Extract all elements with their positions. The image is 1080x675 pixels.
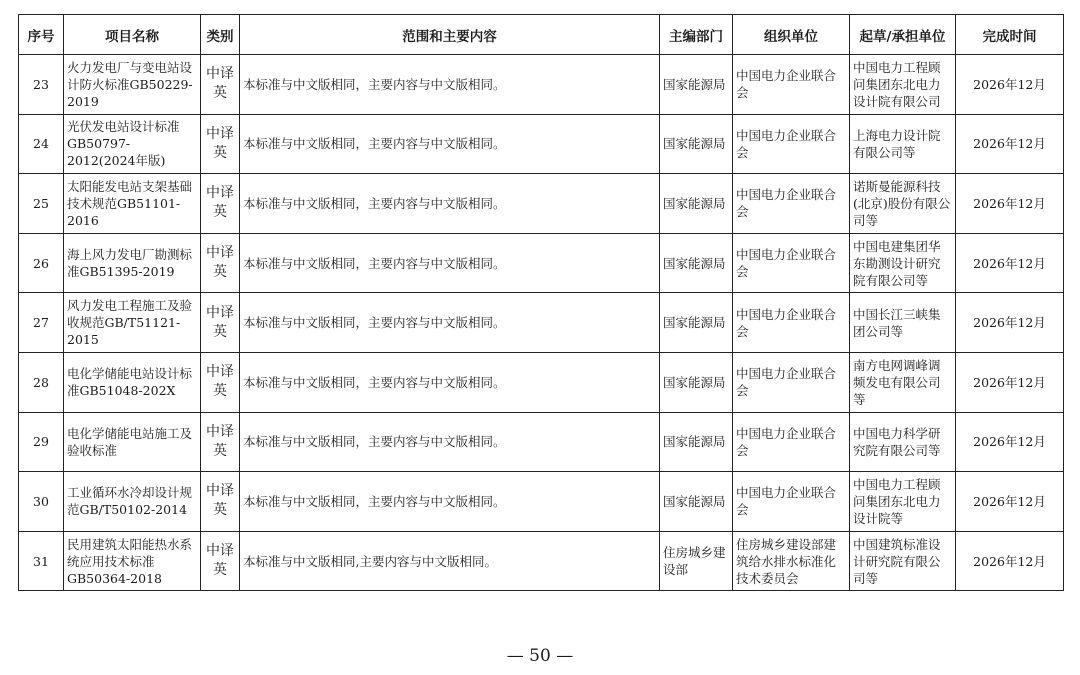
cell-editing-dept: 国家能源局 bbox=[660, 114, 733, 174]
header-editing-dept: 主编部门 bbox=[660, 15, 733, 55]
cell-project-name: 风力发电工程施工及验收规范GB/T51121-2015 bbox=[64, 293, 201, 353]
table-row bbox=[19, 233, 1064, 293]
cell-project-name: 民用建筑太阳能热水系统应用技术标准GB50364-2018 bbox=[64, 531, 201, 591]
cell-organizing-unit: 中国电力企业联合会 bbox=[733, 233, 850, 293]
cell-completion-time: 2026年12月 bbox=[956, 352, 1064, 412]
cell-project-name: 电化学储能电站设计标准GB51048-202X bbox=[64, 352, 201, 412]
cell-category: 中译英 bbox=[201, 531, 240, 591]
cell-serial: 27 bbox=[19, 293, 64, 353]
cell-serial: 30 bbox=[19, 472, 64, 532]
header-organizing-unit: 组织单位 bbox=[733, 15, 850, 55]
table-row bbox=[19, 174, 1064, 234]
cell-organizing-unit: 中国电力企业联合会 bbox=[733, 55, 850, 115]
cell-category: 中译英 bbox=[201, 174, 240, 234]
cell-drafting-unit: 中国长江三峡集团公司等 bbox=[850, 293, 956, 353]
cell-scope: 本标准与中文版相同，主要内容与中文版相同。 bbox=[240, 412, 660, 472]
cell-serial: 25 bbox=[19, 174, 64, 234]
header-drafting-unit: 起草/承担单位 bbox=[850, 15, 956, 55]
cell-editing-dept: 国家能源局 bbox=[660, 55, 733, 115]
cell-organizing-unit: 中国电力企业联合会 bbox=[733, 412, 850, 472]
cell-serial: 28 bbox=[19, 352, 64, 412]
cell-completion-time: 2026年12月 bbox=[956, 174, 1064, 234]
cell-organizing-unit: 住房城乡建设部建筑给水排水标准化技术委员会 bbox=[733, 531, 850, 591]
standards-table bbox=[18, 14, 1064, 591]
page-number: — 50 — bbox=[506, 646, 574, 666]
cell-editing-dept: 国家能源局 bbox=[660, 174, 733, 234]
cell-completion-time: 2026年12月 bbox=[956, 531, 1064, 591]
table-row bbox=[19, 531, 1064, 591]
cell-editing-dept: 国家能源局 bbox=[660, 472, 733, 532]
cell-category: 中译英 bbox=[201, 472, 240, 532]
table-header-row bbox=[19, 15, 1064, 55]
cell-serial: 31 bbox=[19, 531, 64, 591]
cell-serial: 29 bbox=[19, 412, 64, 472]
table-row bbox=[19, 55, 1064, 115]
cell-organizing-unit: 中国电力企业联合会 bbox=[733, 114, 850, 174]
cell-category: 中译英 bbox=[201, 352, 240, 412]
table-row bbox=[19, 352, 1064, 412]
cell-drafting-unit: 中国电力科学研究院有限公司等 bbox=[850, 412, 956, 472]
cell-completion-time: 2026年12月 bbox=[956, 233, 1064, 293]
cell-completion-time: 2026年12月 bbox=[956, 293, 1064, 353]
cell-category: 中译英 bbox=[201, 55, 240, 115]
header-serial: 序号 bbox=[19, 15, 64, 55]
cell-completion-time: 2026年12月 bbox=[956, 114, 1064, 174]
header-project-name: 项目名称 bbox=[64, 15, 201, 55]
cell-scope: 本标准与中文版相同，主要内容与中文版相同。 bbox=[240, 472, 660, 532]
cell-serial: 26 bbox=[19, 233, 64, 293]
cell-scope: 本标准与中文版相同，主要内容与中文版相同。 bbox=[240, 233, 660, 293]
cell-editing-dept: 住房城乡建设部 bbox=[660, 531, 733, 591]
cell-organizing-unit: 中国电力企业联合会 bbox=[733, 472, 850, 532]
cell-organizing-unit: 中国电力企业联合会 bbox=[733, 293, 850, 353]
cell-drafting-unit: 上海电力设计院有限公司等 bbox=[850, 114, 956, 174]
cell-project-name: 电化学储能电站施工及验收标准 bbox=[64, 412, 201, 472]
cell-scope: 本标准与中文版相同，主要内容与中文版相同。 bbox=[240, 114, 660, 174]
cell-category: 中译英 bbox=[201, 233, 240, 293]
header-completion-time: 完成时间 bbox=[956, 15, 1064, 55]
cell-completion-time: 2026年12月 bbox=[956, 472, 1064, 532]
cell-editing-dept: 国家能源局 bbox=[660, 412, 733, 472]
cell-category: 中译英 bbox=[201, 412, 240, 472]
cell-scope: 本标准与中文版相同，主要内容与中文版相同。 bbox=[240, 174, 660, 234]
cell-editing-dept: 国家能源局 bbox=[660, 293, 733, 353]
cell-project-name: 太阳能发电站支架基础技术规范GB51101-2016 bbox=[64, 174, 201, 234]
cell-drafting-unit: 南方电网调峰调频发电有限公司等 bbox=[850, 352, 956, 412]
cell-drafting-unit: 中国建筑标准设计研究院有限公司等 bbox=[850, 531, 956, 591]
cell-scope: 本标准与中文版相同，主要内容与中文版相同。 bbox=[240, 293, 660, 353]
cell-organizing-unit: 中国电力企业联合会 bbox=[733, 174, 850, 234]
cell-editing-dept: 国家能源局 bbox=[660, 352, 733, 412]
header-scope: 范围和主要内容 bbox=[240, 15, 660, 55]
cell-category: 中译英 bbox=[201, 114, 240, 174]
cell-project-name: 火力发电厂与变电站设计防火标准GB50229-2019 bbox=[64, 55, 201, 115]
cell-category: 中译英 bbox=[201, 293, 240, 353]
cell-drafting-unit: 诺斯曼能源科技(北京)股份有限公司等 bbox=[850, 174, 956, 234]
table-row bbox=[19, 472, 1064, 532]
cell-project-name: 工业循环水冷却设计规范GB/T50102-2014 bbox=[64, 472, 201, 532]
cell-project-name: 光伏发电站设计标准GB50797-2012(2024年版) bbox=[64, 114, 201, 174]
table-row bbox=[19, 114, 1064, 174]
table-row bbox=[19, 412, 1064, 472]
cell-completion-time: 2026年12月 bbox=[956, 412, 1064, 472]
cell-scope: 本标准与中文版相同，主要内容与中文版相同。 bbox=[240, 352, 660, 412]
cell-serial: 24 bbox=[19, 114, 64, 174]
cell-completion-time: 2026年12月 bbox=[956, 55, 1064, 115]
cell-organizing-unit: 中国电力企业联合会 bbox=[733, 352, 850, 412]
cell-drafting-unit: 中国电建集团华东勘测设计研究院有限公司等 bbox=[850, 233, 956, 293]
header-category: 类别 bbox=[201, 15, 240, 55]
cell-drafting-unit: 中国电力工程顾问集团东北电力设计院等 bbox=[850, 472, 956, 532]
cell-scope: 本标准与中文版相同，主要内容与中文版相同。 bbox=[240, 55, 660, 115]
table-row bbox=[19, 293, 1064, 353]
cell-serial: 23 bbox=[19, 55, 64, 115]
cell-project-name: 海上风力发电厂勘测标准GB51395-2019 bbox=[64, 233, 201, 293]
cell-editing-dept: 国家能源局 bbox=[660, 233, 733, 293]
cell-scope: 本标准与中文版相同,主要内容与中文版相同。 bbox=[240, 531, 660, 591]
cell-drafting-unit: 中国电力工程顾问集团东北电力设计院有限公司 bbox=[850, 55, 956, 115]
